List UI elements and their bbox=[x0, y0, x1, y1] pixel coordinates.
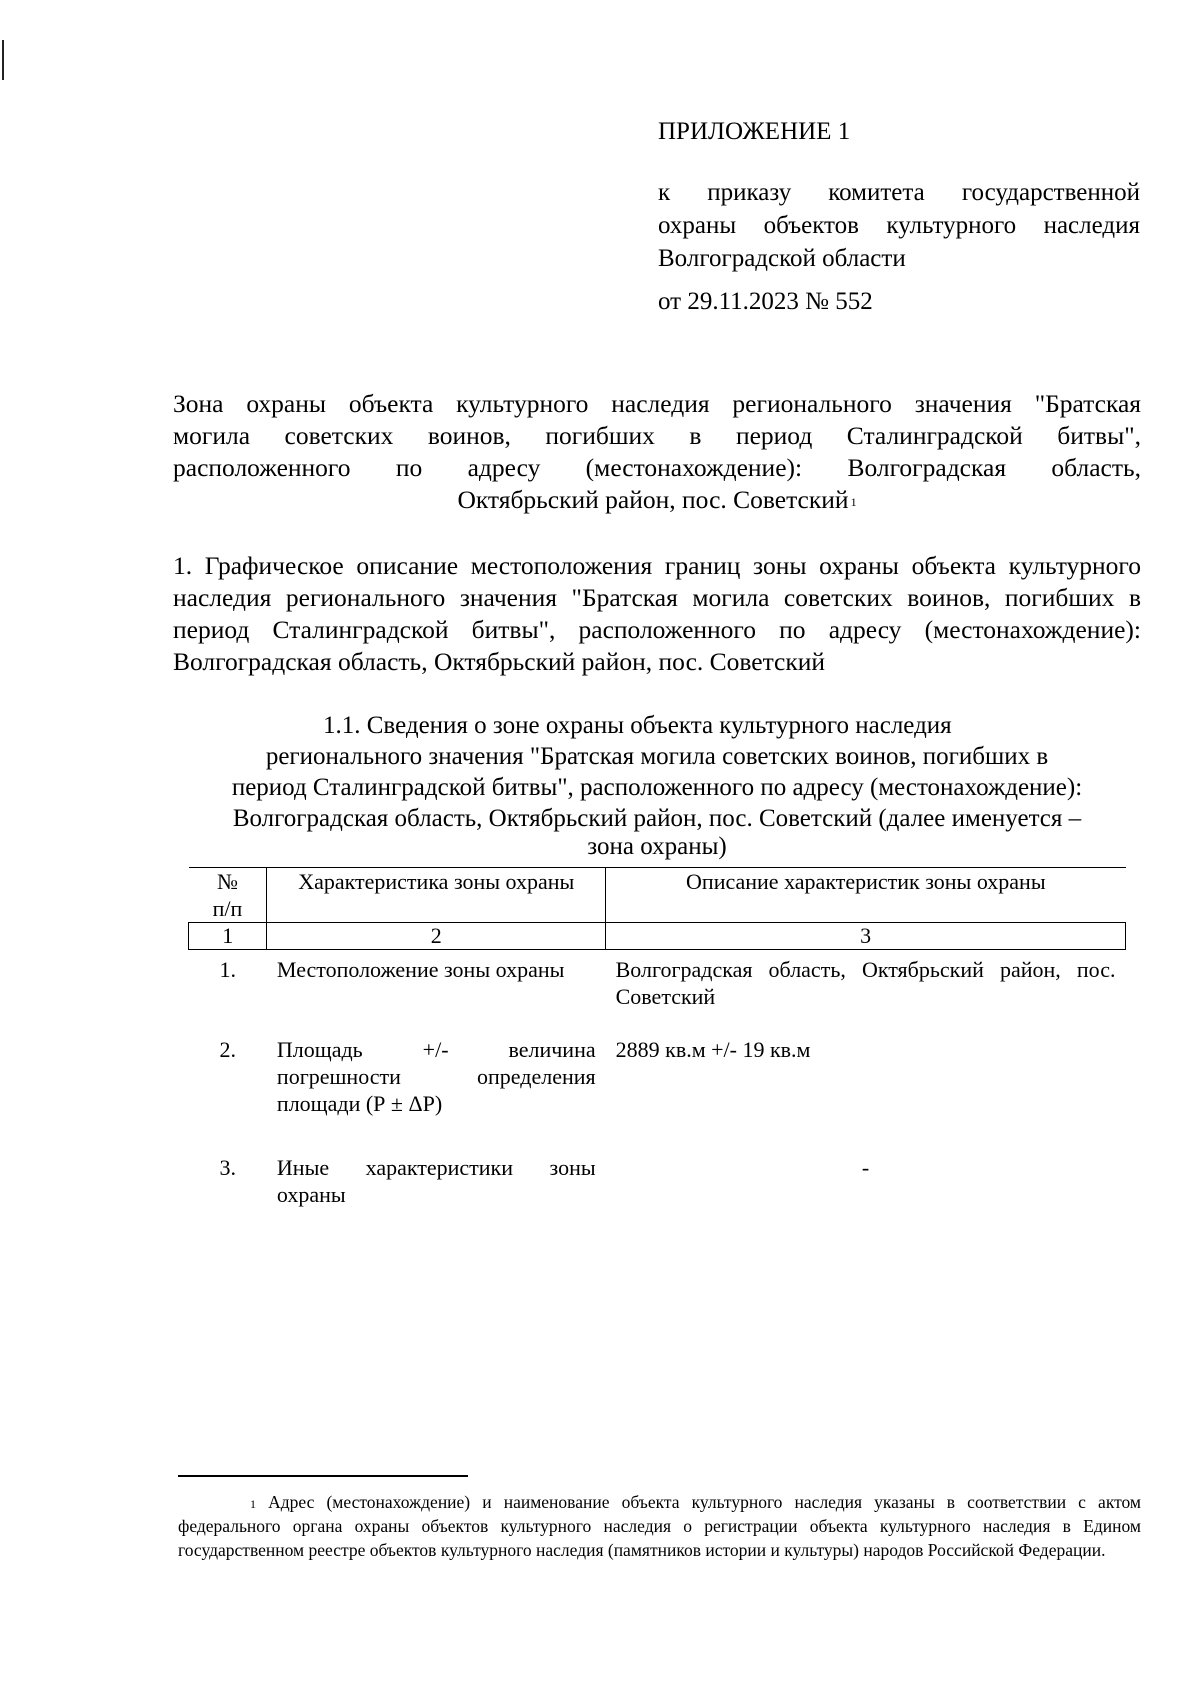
header-characteristic: Характеристика зоны охраны bbox=[267, 868, 606, 923]
row-1-description: Волгоградская область, Октябрьский район, пос. Советский bbox=[615, 957, 1116, 1009]
table-row bbox=[189, 1036, 1126, 1154]
scan-edge-mark bbox=[2, 40, 4, 80]
order-date: от 29.11.2023 № 552 bbox=[658, 288, 873, 315]
row-1-num: 1. bbox=[219, 957, 236, 982]
row-2-description: 2889 кв.м +/- 19 кв.м bbox=[615, 1037, 811, 1062]
section-1-1-line-3: период Сталинградской битвы", расположенного по адресу (местонахождение): bbox=[231, 774, 1083, 801]
section-1-1-line-5: зона охраны) bbox=[587, 833, 727, 860]
section-1-1-line-1: 1.1. Сведения о зоне охраны объекта культурного наследия bbox=[323, 712, 952, 739]
zone-info-table bbox=[188, 867, 1126, 1208]
table-header-row bbox=[189, 868, 1126, 923]
title-line-3: расположенного по адресу (местонахождение): Волгоградская область, bbox=[173, 453, 1141, 482]
section-1-text: 1. Графическое описание местоположения границ зоны охраны объекта культурного наследия регионального значения "Братская могила советских воинов, погибших в период Сталинградской битвы", расположенного по адресу (местонахождение): Волгоградская область, Октябрьский район, пос. Советский bbox=[173, 551, 1141, 676]
header-num bbox=[189, 868, 267, 923]
title-line-4-text: Октябрьский район, пос. Советский bbox=[457, 485, 849, 514]
footnote bbox=[178, 1490, 1141, 1562]
row-3-characteristic: Иные характеристики зоны охраны bbox=[276, 1155, 596, 1207]
footnote-text: Адрес (местонахождение) и наименование объекта культурного наследия указаны в соответствии с актом федерального органа охраны объектов культурного наследия о регистрации объекта культурного наследия в Едином государственном реестре объектов культурного наследия (памятников истории и культуры) народов Российской Федерации. bbox=[178, 1492, 1141, 1560]
title-line-2: могила советских воинов, погибших в период Сталинградской битвы", bbox=[173, 421, 1141, 450]
row-2-characteristic: Площадь +/- величина погрешности определения площади (Р ± ΔР) bbox=[276, 1037, 596, 1116]
table-row bbox=[189, 1154, 1126, 1208]
column-number-2: 2 bbox=[267, 923, 606, 950]
header-num-text: № п/п bbox=[212, 869, 243, 921]
column-number-3: 3 bbox=[606, 923, 1126, 950]
section-1-1-heading bbox=[173, 710, 1141, 860]
table-column-number-row bbox=[189, 923, 1126, 950]
order-line-2: охраны объектов культурного наследия bbox=[658, 212, 1140, 239]
section-1-1-line-4: Волгоградская область, Октябрьский район, пос. Советский (далее именуется – bbox=[232, 805, 1082, 832]
row-1-characteristic: Местоположение зоны охраны bbox=[276, 957, 565, 982]
order-line-3: Волгоградской области bbox=[658, 245, 906, 272]
row-3-num: 3. bbox=[219, 1155, 236, 1180]
table-row bbox=[189, 950, 1126, 1037]
header-description: Описание характеристик зоны охраны bbox=[606, 868, 1126, 923]
row-2-num: 2. bbox=[219, 1037, 236, 1062]
title-line-1: Зона охраны объекта культурного наследия регионального значения "Братская bbox=[173, 389, 1141, 418]
order-line-1: к приказу комитета государственной bbox=[658, 179, 1140, 206]
row-3-description: - bbox=[861, 1155, 870, 1180]
order-reference bbox=[658, 176, 1140, 275]
footnote-mark: 1 bbox=[250, 1497, 256, 1511]
title-line-4 bbox=[173, 484, 1141, 516]
document-title bbox=[173, 388, 1141, 516]
footnote-separator bbox=[178, 1475, 468, 1477]
appendix-title: ПРИЛОЖЕНИЕ 1 bbox=[658, 118, 851, 145]
footnote-ref-mark: 1 bbox=[850, 495, 857, 509]
section-1-1-line-2: регионального значения "Братская могила советских воинов, погибших в bbox=[265, 743, 1049, 770]
column-number-1: 1 bbox=[189, 923, 267, 950]
